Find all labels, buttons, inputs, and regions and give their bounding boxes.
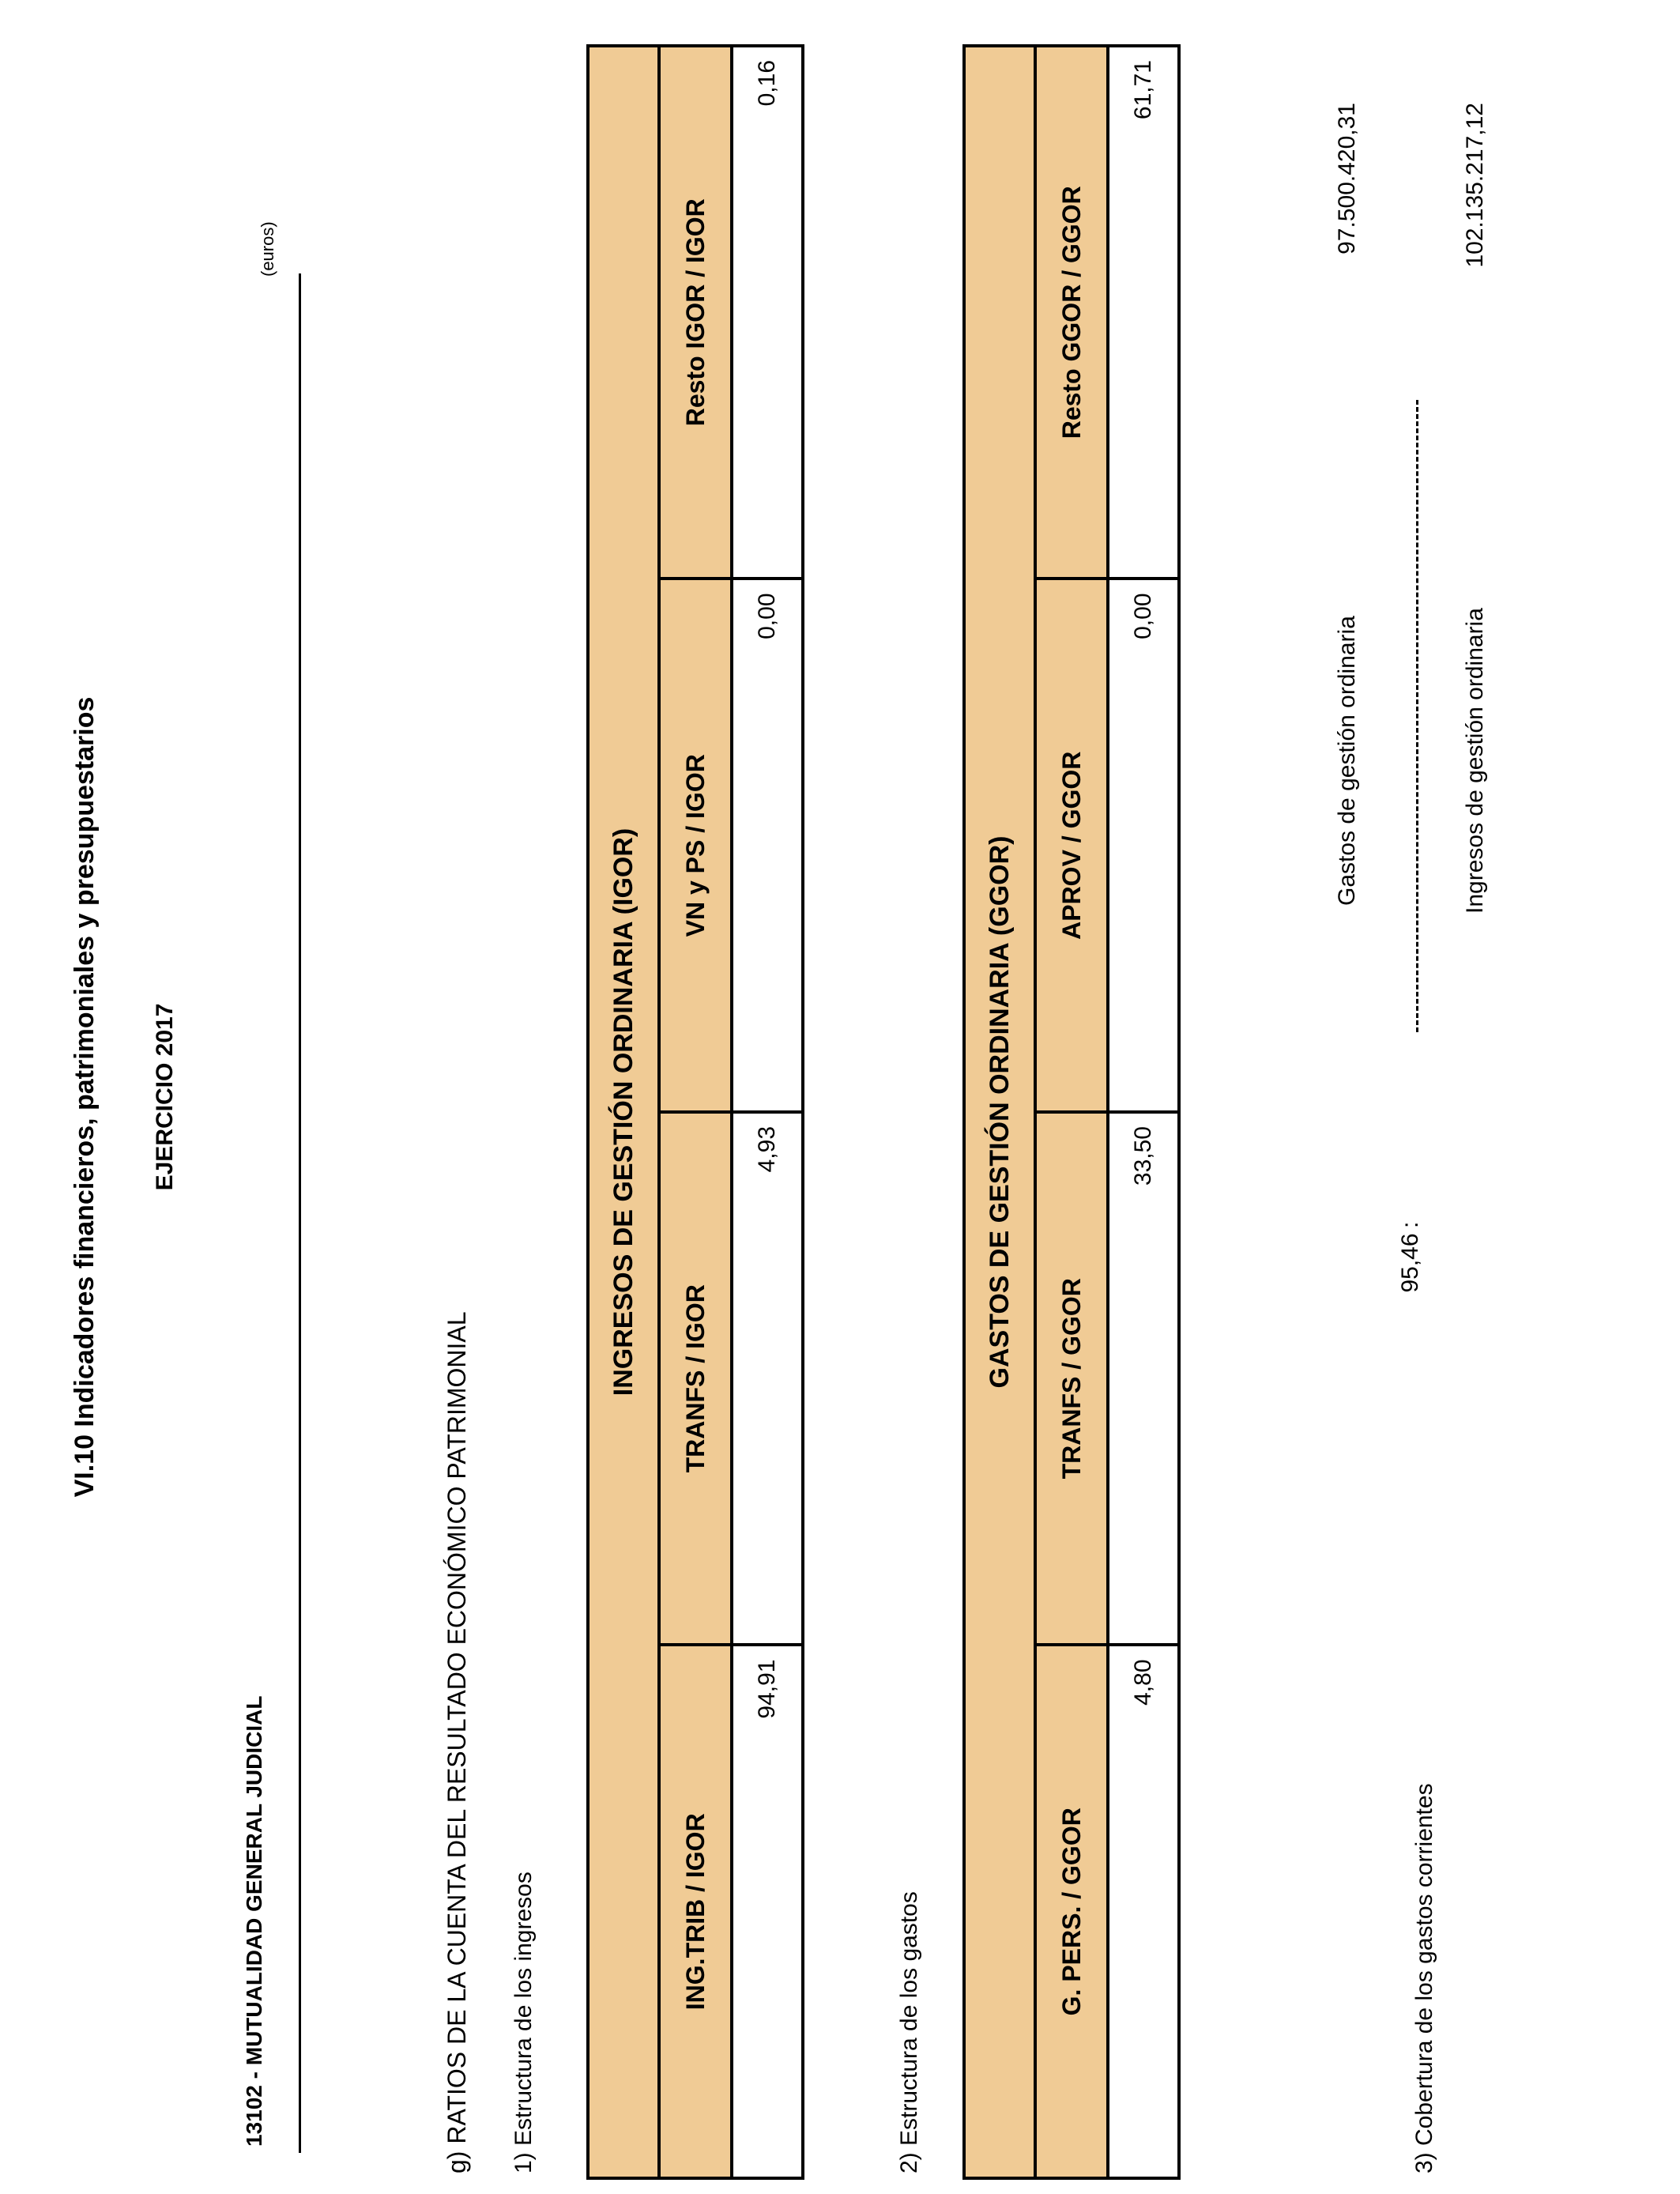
gastos-col-header: TRANFS / GGOR	[1035, 1112, 1108, 1646]
ingresos-subtitle: 1) Estructura de los ingresos	[510, 1872, 537, 2173]
gastos-value-cell: 33,50	[1108, 1112, 1179, 1646]
gastos-value-cell: 61,71	[1108, 46, 1179, 579]
gastos-subtitle: 2) Estructura de los gastos	[896, 1891, 922, 2173]
gastos-col-header: G. PERS. / GGOR	[1035, 1646, 1108, 2179]
header-rule	[299, 273, 301, 2153]
gastos-value-cell: 4,80	[1108, 1646, 1179, 2179]
ingresos-value-cell: 0,16	[732, 46, 803, 579]
gastos-header-row	[1035, 46, 1108, 2178]
ingresos-value-row	[732, 46, 803, 2178]
entity-name: 13102 - MUTUALIDAD GENERAL JUDICIAL	[242, 1695, 266, 2147]
fraction-line	[1416, 400, 1418, 1032]
units-label: (euros)	[258, 221, 277, 277]
ingresos-value-cell: 0,00	[732, 579, 803, 1113]
gastos-group-row	[964, 46, 1035, 2178]
ingresos-col-header: Resto IGOR / IGOR	[659, 46, 732, 579]
document-title: VI.10 Indicadores financieros, patrimoniales y presupuestarios	[70, 696, 100, 1498]
ingresos-group-header: INGRESOS DE GESTIÓN ORDINARIA (IGOR)	[588, 46, 659, 2178]
ingresos-header-row	[659, 46, 732, 2178]
section-title: g) RATIOS DE LA CUENTA DEL RESULTADO ECONÓMICO PATRIMONIAL	[443, 1311, 471, 2173]
denominator-label: Ingresos de gestión ordinaria	[1462, 608, 1488, 914]
gastos-group-header: GASTOS DE GESTIÓN ORDINARIA (GGOR)	[964, 46, 1035, 2178]
cobertura-subtitle: 3) Cobertura de los gastos corrientes	[1411, 1783, 1437, 2173]
numerator-value: 97.500.420,31	[1334, 103, 1360, 254]
gastos-col-header: Resto GGOR / GGOR	[1035, 46, 1108, 579]
gastos-value-cell: 0,00	[1108, 579, 1179, 1113]
cobertura-colon: :	[1397, 1221, 1423, 1228]
fiscal-year: EJERCICIO 2017	[152, 1003, 178, 1191]
gastos-table	[962, 44, 1181, 2180]
ingresos-col-header: ING.TRIB / IGOR	[659, 1646, 732, 2179]
gastos-col-header: APROV / GGOR	[1035, 579, 1108, 1113]
gastos-value-row	[1108, 46, 1179, 2178]
ingresos-table	[586, 44, 804, 2180]
ingresos-value-cell: 94,91	[732, 1646, 803, 2179]
cobertura-value: 95,46	[1397, 1233, 1423, 1293]
ingresos-value-cell: 4,93	[732, 1112, 803, 1646]
ingresos-col-header: VN y PS / IGOR	[659, 579, 732, 1113]
denominator-value: 102.135.217,12	[1462, 103, 1488, 268]
ingresos-group-row	[588, 46, 659, 2178]
numerator-label: Gastos de gestión ordinaria	[1334, 616, 1360, 906]
ingresos-col-header: TRANFS / IGOR	[659, 1112, 732, 1646]
